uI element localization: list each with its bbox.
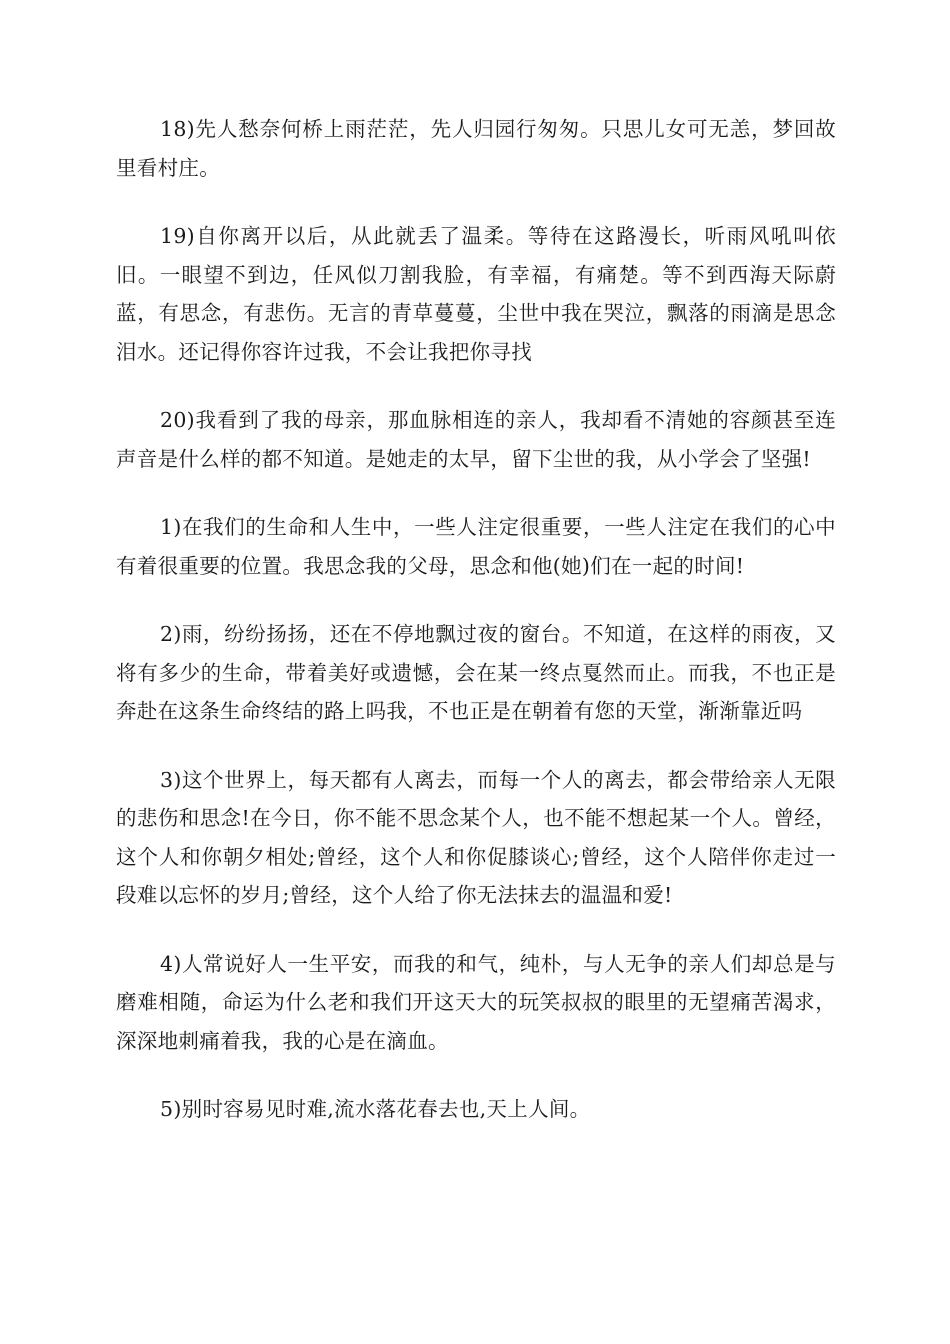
paragraph-4: 4)人常说好人一生平安，而我的和气，纯朴，与人无争的亲人们却总是与磨难相随，命运为什么老和我们开这天大的玩笑叔叔的眼里的无望痛苦渴求，深深地刺痛着我，我的心是在滴血。 [116, 951, 836, 1053]
paragraph-18: 18)先人愁奈何桥上雨茫茫，先人归园行匆匆。只思儿女可无恙，梦回故里看村庄。 [116, 117, 836, 180]
paragraph-20: 20)我看到了我的母亲，那血脉相连的亲人，我却看不清她的容颜甚至连声音是什么样的都不知道。是她走的太早，留下尘世的我，从小学会了坚强! [116, 408, 836, 471]
paragraph-19: 19)自你离开以后，从此就丢了温柔。等待在这路漫长，听雨风吼叫依旧。一眼望不到边，任风似刀割我脸，有幸福，有痛楚。等不到西海天际蔚蓝，有思念，有悲伤。无言的青草蔓蔓，尘世中我在哭泣，飘落的雨滴是思念泪水。还记得你容许过我，不会让我把你寻找 [116, 224, 836, 364]
paragraph-1: 1)在我们的生命和人生中，一些人注定很重要，一些人注定在我们的心中有着很重要的位置。我思念我的父母，思念和他(她)们在一起的时间! [116, 515, 836, 578]
paragraph-2: 2)雨，纷纷扬扬，还在不停地飘过夜的窗台。不知道，在这样的雨夜，又将有多少的生命，带着美好或遗憾，会在某一终点戛然而止。而我，不也正是奔赴在这条生命终结的路上吗我，不也正是在朝着有您的天堂，渐渐靠近吗 [116, 622, 836, 723]
document-body [116, 110, 836, 1159]
paragraph-3: 3)这个世界上，每天都有人离去，而每一个人的离去，都会带给亲人无限的悲伤和思念!在今日，你不能不思念某个人，也不能不想起某一个人。曾经，这个人和你朝夕相处;曾经，这个人和你促膝谈心;曾经，这个人陪伴你走过一段难以忘怀的岁月;曾经，这个人给了你无法抹去的温温和爱! [116, 767, 836, 907]
paragraph-5: 5)别时容易见时难,流水落花春去也,天上人间。 [160, 1097, 591, 1121]
